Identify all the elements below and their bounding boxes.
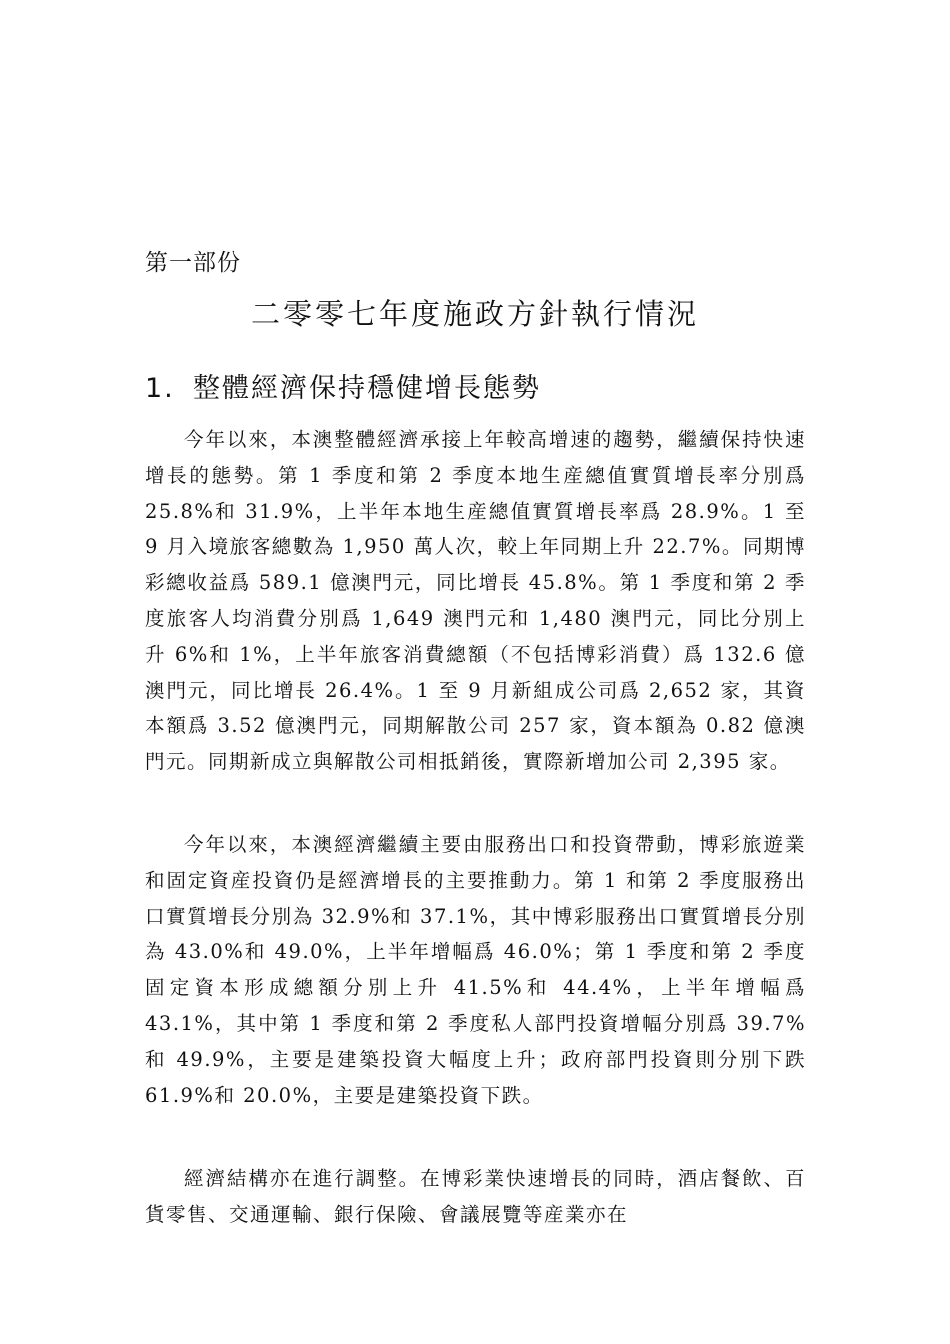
paragraph-economy-growth: 今年以來，本澳整體經濟承接上年較高增速的趨勢，繼續保持快速增長的態勢。第 1 季度和第 2 季度本地生産總值實質增長率分別爲 25.8%和 31.9%，上半年本地生産總值實質增長率爲 28.9%。1 至 9 月入境旅客總數為 1,950 萬人次，較上年同期上升 22.7%。同期博彩總收益爲 589.1 億澳門元，同比增長 45.8%。第 1 季度和第 2 季度旅客人均消費分別爲 1,649 澳門元和 1,480 澳門元，同比分別上升 6%和 1%，上半年旅客消費總額（不包括博彩消費）爲 132.6 億澳門元，同比增長 26.4%。1 至 9 月新組成公司爲 2,652 家，其資本額爲 3.52 億澳門元，同期解散公司 257 家，資本額為 0.82 億澳門元。同期新成立與解散公司相抵銷後，實際新增加公司 2,395 家。 [145, 428, 806, 774]
part-label: 第一部份 [145, 250, 241, 276]
document-title: 二零零七年度施政方針執行情況 [250, 297, 699, 331]
section-heading [145, 366, 541, 405]
paragraph-growth-drivers: 今年以來，本澳經濟繼續主要由服務出口和投資帶動，博彩旅遊業和固定資産投資仍是經濟增長的主要推動力。第 1 和第 2 季度服務出口實質增長分別為 32.9%和 37.1%，其中博彩服務出口實質增長分別為 43.0%和 49.0%，上半年增幅爲 46.0%；第 1 季度和第 2 季度固定資本形成總額分別上升 41.5%和 44.4%，上半年增幅爲 43.1%，其中第 1 季度和第 2 季度私人部門投資增幅分別爲 39.7%和 49.9%，主要是建築投資大幅度上升；政府部門投資則分別下跌 61.9%和 20.0%，主要是建築投資下跌。 [145, 833, 806, 1107]
paragraph-economic-structure: 經濟結構亦在進行調整。在博彩業快速增長的同時，酒店餐飲、百貨零售、交通運輸、銀行保險、會議展覽等産業亦在 [145, 1167, 806, 1226]
section-number: 1. [145, 373, 175, 404]
section-heading-text: 整體經濟保持穩健增長態勢 [193, 373, 541, 404]
